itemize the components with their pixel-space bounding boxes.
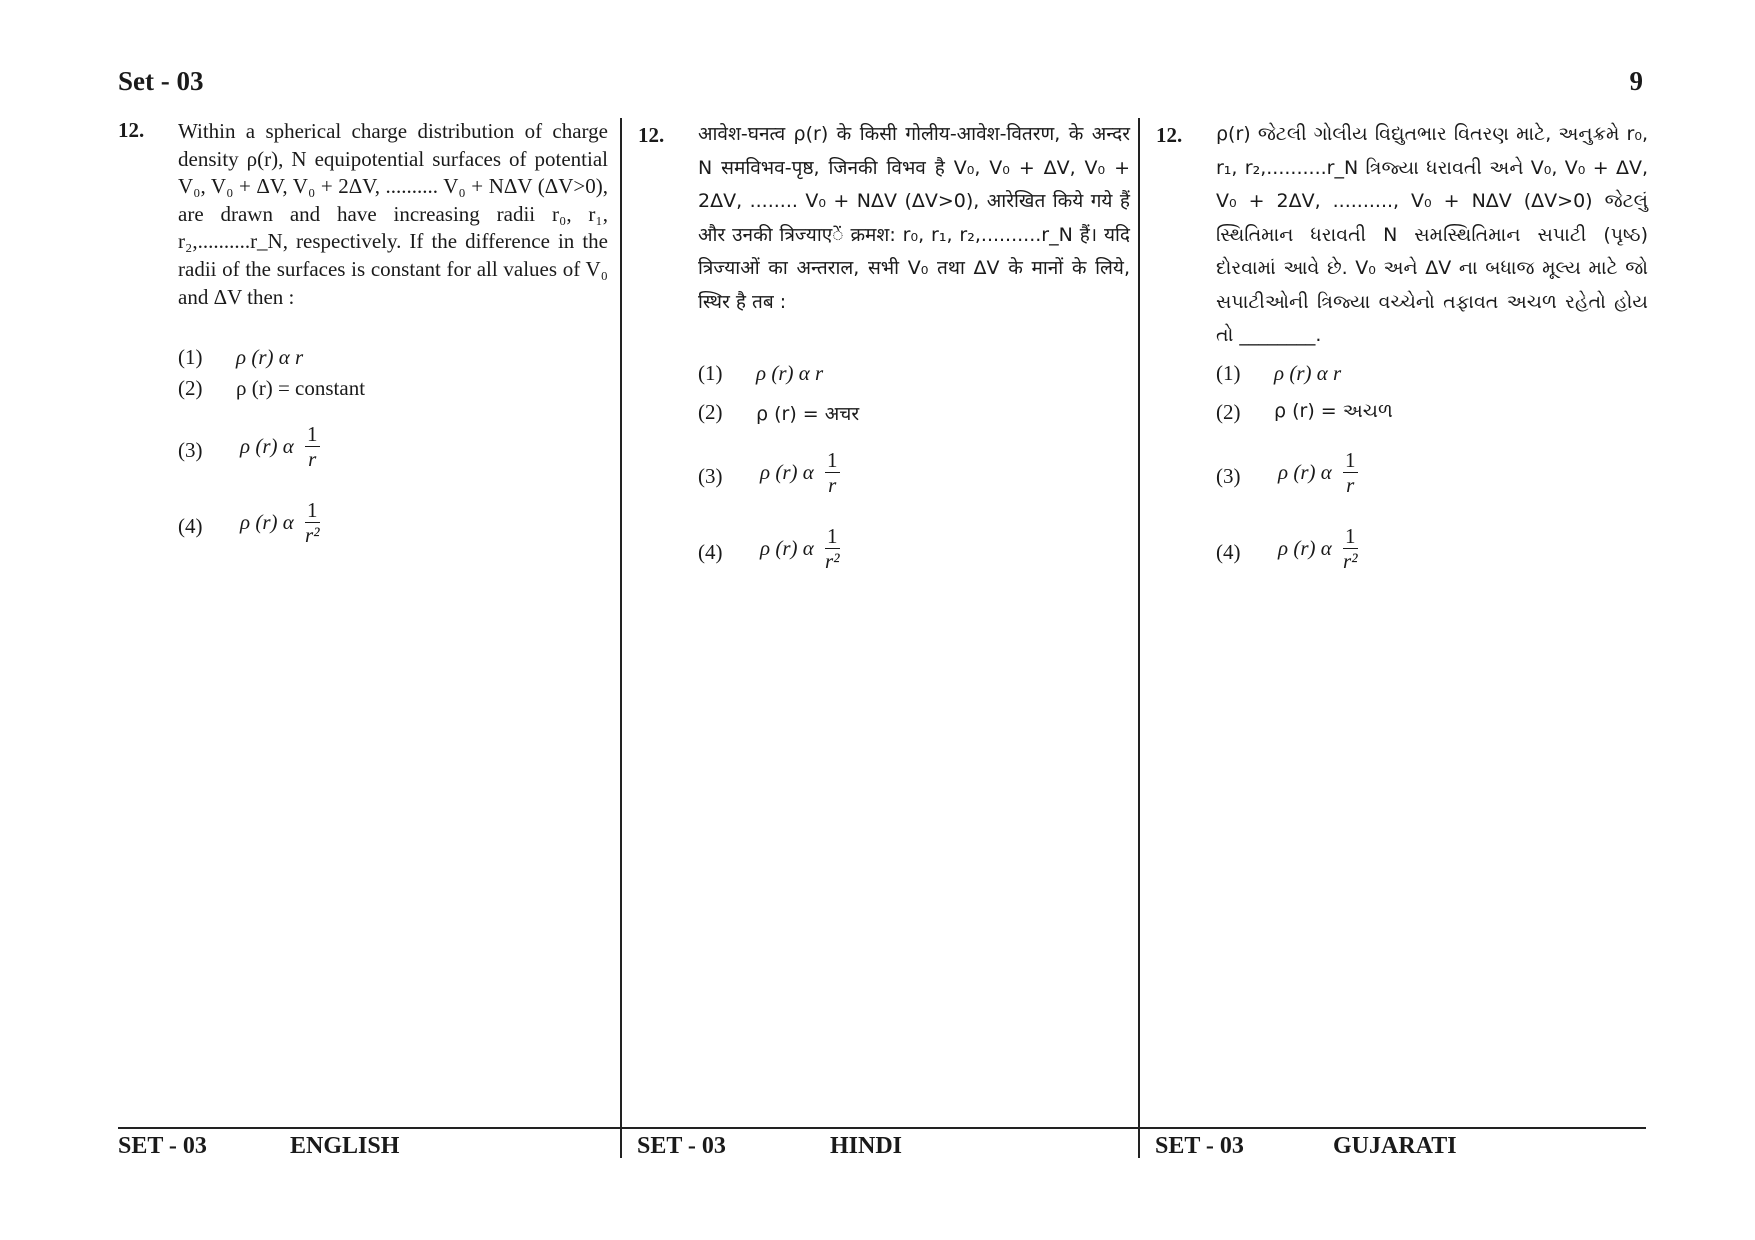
fraction-denominator: r² xyxy=(305,523,320,547)
option-text: ρ (r) = અચળ xyxy=(1274,400,1393,422)
option-text: ρ (r) α r xyxy=(756,361,824,385)
footer-set-english: SET - 03 xyxy=(118,1133,207,1159)
option-number: (1) xyxy=(698,361,723,385)
option-number: (1) xyxy=(1216,361,1241,385)
option-text: ρ (r) α xyxy=(1278,536,1332,560)
footer-lang-hindi: HINDI xyxy=(830,1133,903,1159)
option-text: ρ (r) α r xyxy=(1274,361,1342,385)
fraction-numerator: 1 xyxy=(1345,524,1356,548)
option-number: (4) xyxy=(698,540,723,564)
option-text: ρ (r) = अचर xyxy=(756,403,860,425)
fraction-numerator: 1 xyxy=(307,498,318,522)
option-text: ρ (r) α xyxy=(240,510,294,534)
column-divider-2 xyxy=(1138,118,1140,1158)
option-number: (3) xyxy=(1216,464,1241,488)
footer-set-gujarati: SET - 03 xyxy=(1155,1133,1244,1159)
option-number: (3) xyxy=(178,438,203,462)
option-number: (2) xyxy=(178,376,203,400)
footer-lang-english: ENGLISH xyxy=(290,1133,400,1159)
fraction-denominator: r xyxy=(828,473,837,497)
column-divider-1 xyxy=(620,118,622,1158)
option-text: ρ (r) α xyxy=(760,536,814,560)
question-text: आवेश-घनत्व ρ(r) के किसी गोलीय-आवेश-वितरण, के अन्दर N समविभव-पृष्ठ, जिनकी विभव है V₀, V₀ + ΔV, V₀ + 2ΔV, ........ V₀ + NΔV (ΔV>0), आरेखित किये गये हैं और उनकी त्रिज्याएें क्रमश: r₀, r₁, r₂,..........r_N हैं। यदि त्रिज्याओं का अन्तराल, सभी V₀ तथा ΔV के मानों के लिये, स्थिर है तब : xyxy=(698,123,1130,313)
fraction-numerator: 1 xyxy=(307,422,318,446)
option-text: ρ (r) α xyxy=(760,460,814,484)
option-number: (2) xyxy=(698,400,723,424)
question-number: 12. xyxy=(638,123,665,147)
fraction xyxy=(1343,524,1358,573)
option-number: (1) xyxy=(178,345,203,369)
fraction xyxy=(305,498,320,547)
fraction xyxy=(825,524,840,573)
fraction-numerator: 1 xyxy=(827,524,838,548)
option-text: ρ (r) = constant xyxy=(236,376,366,400)
footer-set-hindi: SET - 03 xyxy=(637,1133,726,1159)
question-number: 12. xyxy=(118,118,145,142)
footer-rule xyxy=(118,1127,1646,1129)
question-text: Within a spherical charge distribution of charge density ρ(r), N equipotential surfaces of potential V₀, V₀ + ΔV, V₀ + 2ΔV, .......... V₀ + NΔV (ΔV>0), are drawn and have increasing radii r₀, r₁, r₂,..........r_N, respectively. If the difference in the radii of the surfaces is constant for all values of V₀ and ΔV then : xyxy=(178,119,608,309)
option-text: ρ (r) α xyxy=(240,434,294,458)
option-number: (3) xyxy=(698,464,723,488)
question-number: 12. xyxy=(1156,123,1183,147)
fraction-denominator: r xyxy=(308,447,317,471)
option-text: ρ (r) α xyxy=(1278,460,1332,484)
option-number: (4) xyxy=(1216,540,1241,564)
header-set-label: Set - 03 xyxy=(118,66,204,96)
fraction-denominator: r² xyxy=(1343,549,1358,573)
option-number: (4) xyxy=(178,514,203,538)
fraction-denominator: r² xyxy=(825,549,840,573)
footer-lang-gujarati: GUJARATI xyxy=(1333,1133,1457,1159)
option-text: ρ (r) α r xyxy=(236,345,304,369)
fraction xyxy=(305,422,320,471)
question-text: ρ(r) જેટલી ગોલીય વિદ્યુતભાર વિતરણ માટે, અનુક્રમે r₀, r₁, r₂,..........r_N ત્રિજ્યા ધરાવતી અને V₀, V₀ + ΔV, V₀ + 2ΔV, .........., V₀ + NΔV (ΔV>0) જેટલું સ્થિતિમાન ધરાવતી N સમસ્થિતિમાન સપાટી (પૃષ્ઠ) દોરવામાં આવે છે. V₀ અને ΔV ના બધાજ મૂલ્ય માટે જો સપાટીઓની ત્રિજ્યા વચ્ચેનો તફાવત અચળ રહેતો હોય તો ________. xyxy=(1216,123,1648,346)
fraction-numerator: 1 xyxy=(1345,448,1356,472)
fraction xyxy=(825,448,840,497)
fraction xyxy=(1343,448,1358,497)
fraction-numerator: 1 xyxy=(827,448,838,472)
option-number: (2) xyxy=(1216,400,1241,424)
page-number: 9 xyxy=(1629,66,1643,96)
fraction-denominator: r xyxy=(1346,473,1355,497)
